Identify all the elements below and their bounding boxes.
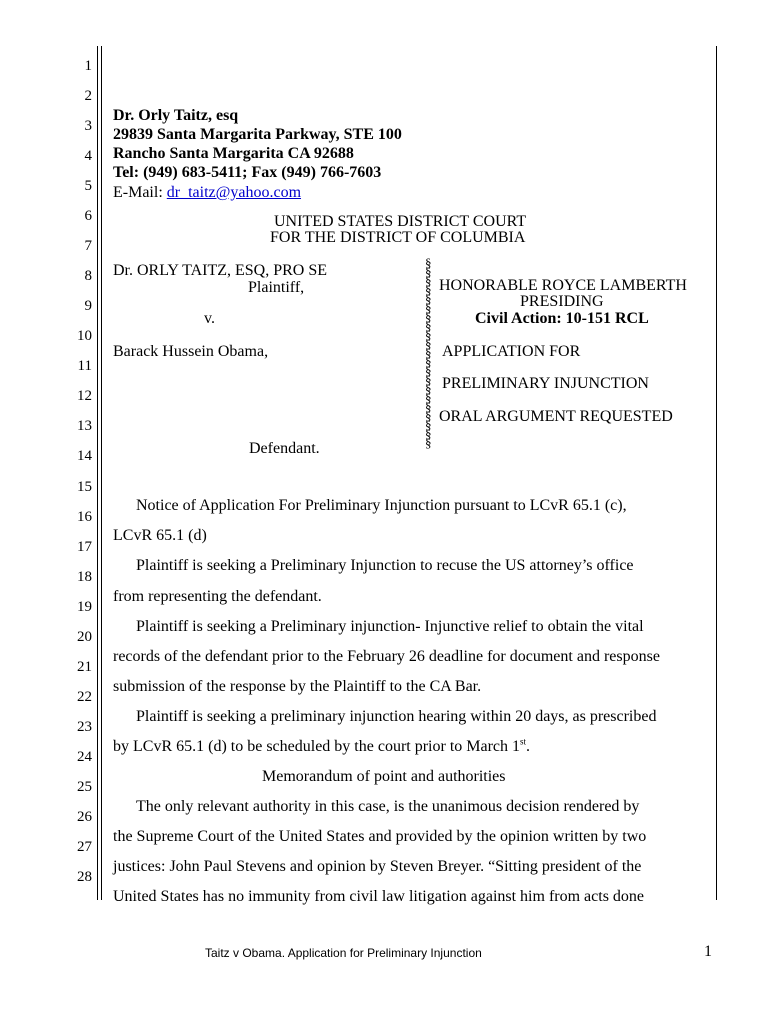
line-number: 6 bbox=[84, 208, 92, 224]
body-line: submission of the response by the Plaintiff to the CA Bar. bbox=[113, 678, 482, 695]
line-number: 26 bbox=[77, 809, 92, 825]
body-line: Plaintiff is seeking a Preliminary injunction- Injunctive relief to obtain the vital bbox=[136, 618, 644, 635]
body-line: Notice of Application For Preliminary Injunction pursuant to LCvR 65.1 (c), bbox=[136, 497, 627, 514]
versus: v. bbox=[204, 310, 215, 327]
right-margin-rule bbox=[716, 46, 717, 900]
line-number: 9 bbox=[84, 298, 92, 314]
attorney-address-line1: 29839 Santa Margarita Parkway, STE 100 bbox=[113, 126, 402, 143]
body-line: Plaintiff is seeking a preliminary injunction hearing within 20 days, as prescribed bbox=[136, 708, 657, 725]
line-number: 12 bbox=[77, 388, 92, 404]
attorney-phone: Tel: (949) 683-5411; Fax (949) 766-7603 bbox=[113, 164, 382, 181]
plaintiff-name: Dr. ORLY TAITZ, ESQ, PRO SE bbox=[113, 262, 328, 279]
line-number: 23 bbox=[77, 719, 92, 735]
judge-line1: HONORABLE ROYCE LAMBERTH bbox=[439, 277, 687, 294]
body-line: United States has no immunity from civil law litigation against him from acts done bbox=[113, 888, 645, 905]
line-number: 14 bbox=[77, 448, 92, 464]
footer-text: Taitz v Obama. Application for Preliminary Injunction bbox=[205, 946, 482, 960]
line-number: 17 bbox=[77, 539, 92, 555]
body-line: the Supreme Court of the United States and provided by the opinion written by two bbox=[113, 828, 647, 845]
line-number: 13 bbox=[77, 418, 92, 434]
line-number: 25 bbox=[77, 779, 92, 795]
body-line: The only relevant authority in this case, is the unanimous decision rendered by bbox=[136, 798, 640, 815]
line-number: 5 bbox=[84, 178, 92, 194]
email-label: E-Mail: bbox=[113, 184, 167, 201]
line-number: 4 bbox=[84, 148, 92, 164]
line-number: 19 bbox=[77, 599, 92, 615]
attorney-address-line2: Rancho Santa Margarita CA 92688 bbox=[113, 145, 354, 162]
memorandum-heading: Memorandum of point and authorities bbox=[262, 768, 506, 785]
body-line: justices: John Paul Stevens and opinion by Steven Breyer. “Sitting president of the bbox=[113, 858, 642, 875]
document-title-line3: ORAL ARGUMENT REQUESTED bbox=[439, 408, 673, 425]
line-number: 18 bbox=[77, 569, 92, 585]
plaintiff-role: Plaintiff, bbox=[248, 279, 305, 296]
line-number: 15 bbox=[77, 479, 92, 495]
page-number: 1 bbox=[704, 943, 712, 960]
ordinal-suffix: st bbox=[520, 736, 527, 747]
document-title-line2: PRELIMINARY INJUNCTION bbox=[442, 375, 649, 392]
document-title-line1: APPLICATION FOR bbox=[442, 343, 581, 360]
line-number: 22 bbox=[77, 689, 92, 705]
line-number: 8 bbox=[84, 268, 92, 284]
defendant-name: Barack Hussein Obama, bbox=[113, 343, 269, 360]
line-number: 27 bbox=[77, 839, 92, 855]
attorney-name: Dr. Orly Taitz, esq bbox=[113, 107, 239, 124]
defendant-role: Defendant. bbox=[249, 440, 320, 457]
line-number: 11 bbox=[77, 358, 92, 374]
body-line bbox=[113, 738, 530, 756]
body-line: LCvR 65.1 (d) bbox=[113, 527, 207, 544]
body-line: records of the defendant prior to the February 26 deadline for document and response bbox=[113, 648, 660, 665]
line-number: 2 bbox=[84, 88, 92, 104]
court-name-line2: FOR THE DISTRICT OF COLUMBIA bbox=[270, 229, 526, 246]
body-line: Plaintiff is seeking a Preliminary Injunction to recuse the US attorney’s office bbox=[136, 557, 634, 574]
line-number: 10 bbox=[77, 328, 92, 344]
section-symbol-column: §§§§§§§§§§§§§§§§§§§§§ bbox=[425, 258, 432, 450]
line-number: 24 bbox=[77, 749, 92, 765]
civil-action-number: Civil Action: 10-151 RCL bbox=[475, 310, 649, 327]
left-margin-rule-outer bbox=[97, 46, 98, 900]
body-text: . bbox=[526, 738, 531, 755]
email-link[interactable]: dr_taitz@yahoo.com bbox=[166, 184, 302, 201]
body-text: by LCvR 65.1 (d) to be scheduled by the court prior to March 1 bbox=[113, 738, 521, 755]
left-margin-rule-inner bbox=[101, 46, 102, 900]
court-name-line1: UNITED STATES DISTRICT COURT bbox=[274, 213, 527, 230]
line-number: 21 bbox=[77, 659, 92, 675]
body-line: from representing the defendant. bbox=[113, 588, 322, 605]
line-number: 1 bbox=[84, 58, 92, 74]
line-number: 3 bbox=[84, 118, 92, 134]
attorney-email-line bbox=[113, 184, 301, 202]
line-number: 16 bbox=[77, 509, 92, 525]
line-number: 20 bbox=[77, 629, 92, 645]
line-number: 7 bbox=[84, 238, 92, 254]
line-number: 28 bbox=[77, 869, 92, 885]
judge-line2: PRESIDING bbox=[520, 293, 604, 310]
